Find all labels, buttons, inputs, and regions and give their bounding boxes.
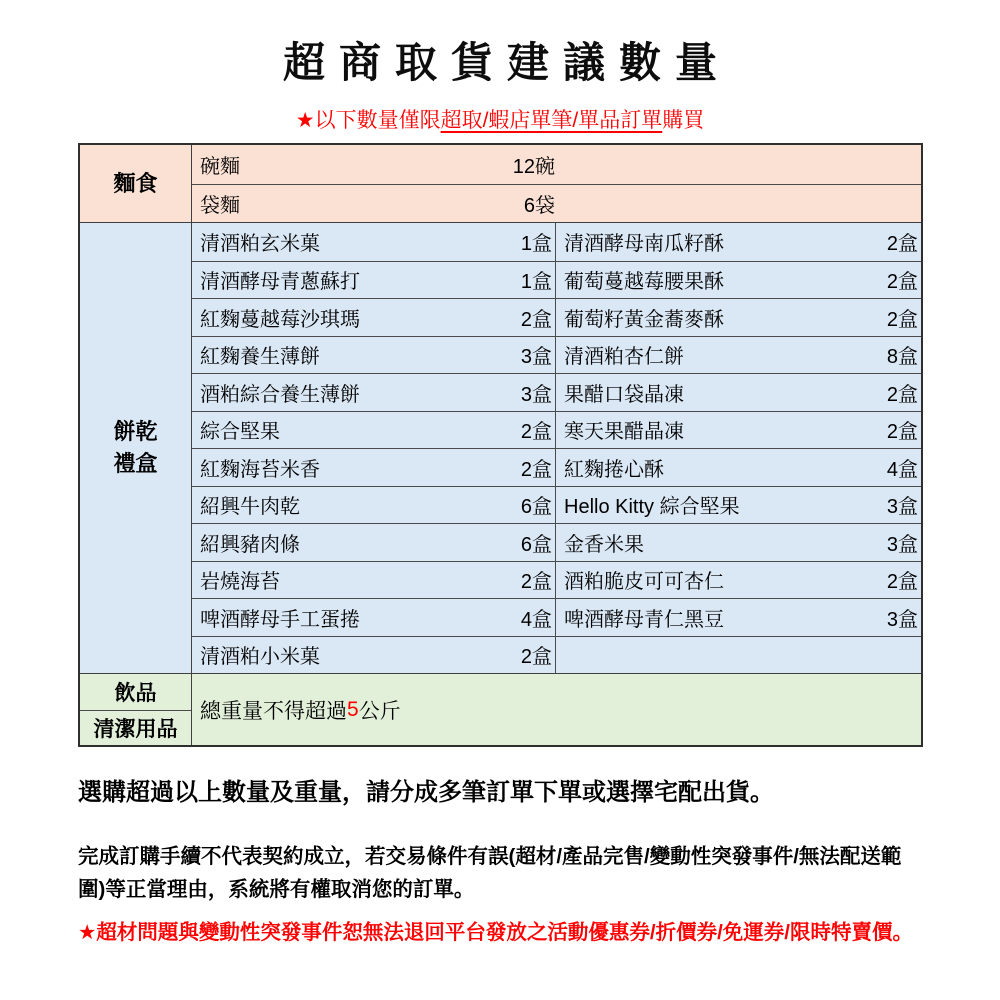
- item-name: 葡萄蔓越莓腰果酥: [564, 271, 724, 294]
- item-qty: 3盒: [520, 383, 552, 406]
- left-cell: [192, 487, 555, 524]
- table-row: [192, 561, 921, 599]
- item-name: 紅麴蔓越莓沙琪瑪: [200, 308, 360, 331]
- table-row: [192, 523, 921, 561]
- item-qty: 2盒: [886, 271, 918, 294]
- coupon-refund-warning: ★超材問題與變動性突發事件恕無法退回平台發放之活動優惠券/折價券/免運券/限時特賣價。: [78, 921, 913, 944]
- item-name: 啤酒酵母手工蛋捲: [200, 608, 360, 631]
- drinks-section: [80, 673, 921, 745]
- item-name: 酒粕綜合養生薄餅: [200, 383, 360, 406]
- noodle-section: [80, 145, 921, 222]
- restriction-subtitle: [0, 104, 1000, 134]
- table-row: [192, 598, 921, 636]
- biscuit-rows: [192, 223, 921, 673]
- item-qty: 2盒: [520, 421, 552, 444]
- right-cell: [555, 599, 921, 636]
- biscuit-label-line1: 餅乾: [113, 419, 158, 445]
- overflow-instruction: 選購超過以上數量及重量，請分成多筆訂單下單或選擇宅配出貨。: [78, 779, 774, 806]
- item-qty: 12碗: [512, 155, 555, 178]
- table-row: [192, 636, 921, 674]
- page-title: 超商取貨建議數量: [282, 39, 731, 86]
- item-name: 清酒酵母南瓜籽酥: [564, 233, 724, 256]
- right-cell: [555, 637, 921, 674]
- order-cancellation-terms: 完成訂購手續不代表契約成立，若交易條件有誤(超材/產品完售/變動性突發事件/無法配送範圍)等正當理由，系統將有權取消您的訂單。: [78, 845, 902, 902]
- item-qty: 2盒: [520, 571, 552, 594]
- item-name: 碗麵: [200, 155, 240, 178]
- item-qty: 6盒: [520, 496, 552, 519]
- subtitle-prefix: ★以下數量僅限: [295, 109, 441, 132]
- item-qty: 2盒: [520, 308, 552, 331]
- left-cell: [192, 374, 555, 411]
- table-row: [192, 448, 921, 486]
- table-row: [192, 336, 921, 374]
- item-name: 袋麵: [200, 194, 240, 217]
- item-qty: 4盒: [520, 608, 552, 631]
- table-row: [192, 261, 921, 299]
- item-name: 紅麴捲心酥: [564, 458, 664, 481]
- right-cell: [555, 562, 921, 599]
- left-cell: [192, 562, 555, 599]
- biscuit-section: [80, 222, 921, 673]
- item-qty: 3盒: [520, 346, 552, 369]
- subtitle-suffix: 購買: [662, 109, 705, 132]
- table-row: [192, 298, 921, 336]
- left-cell: [192, 223, 555, 261]
- item-name: 金香米果: [564, 533, 644, 556]
- left-cell: [192, 524, 555, 561]
- right-cell: [555, 374, 921, 411]
- right-cell: [555, 412, 921, 449]
- right-cell: [555, 223, 921, 261]
- table-row: [192, 411, 921, 449]
- right-cell: [555, 262, 921, 299]
- drinks-label: 飲品: [114, 681, 157, 705]
- table-row: [192, 373, 921, 411]
- item-name: 酒粕脆皮可可杏仁: [564, 571, 724, 594]
- left-cell: [192, 337, 555, 374]
- noodle-section-label: 麵食: [113, 170, 158, 196]
- item-qty: 8盒: [886, 346, 918, 369]
- item-name: 紅麴海苔米香: [200, 458, 320, 481]
- item-qty: 3盒: [886, 533, 918, 556]
- table-row: [192, 486, 921, 524]
- left-cell: [192, 449, 555, 486]
- item-qty: 2盒: [886, 421, 918, 444]
- noodle-section-label-cell: [80, 145, 192, 222]
- right-cell: [555, 487, 921, 524]
- item-name: 清酒酵母青蔥蘇打: [200, 271, 360, 294]
- item-qty: 2盒: [886, 308, 918, 331]
- item-name: 清酒粕小米菓: [200, 646, 320, 669]
- right-cell: [555, 299, 921, 336]
- table-row: [192, 223, 921, 261]
- right-cell: [555, 337, 921, 374]
- weight-limit-cell: [192, 674, 921, 745]
- item-name: 紹興牛肉乾: [200, 496, 300, 519]
- drinks-section-label-cell: [80, 674, 192, 745]
- item-qty: 3盒: [886, 496, 918, 519]
- item-name: 岩燒海苔: [200, 571, 280, 594]
- biscuit-section-label: [80, 223, 191, 673]
- item-name: 紹興豬肉條: [200, 533, 300, 556]
- cleaning-label: 清潔用品: [80, 710, 191, 746]
- biscuit-section-label-cell: [80, 223, 192, 673]
- left-cell: [192, 412, 555, 449]
- quantity-table: [78, 143, 923, 747]
- biscuit-label-line2: 禮盒: [113, 451, 158, 476]
- item-qty: 6袋: [523, 194, 555, 217]
- item-name: 清酒粕玄米菓: [200, 233, 320, 256]
- weight-note-prefix: 總重量不得超過: [200, 699, 347, 723]
- left-cell: [192, 299, 555, 336]
- item-name: 果醋口袋晶凍: [564, 383, 684, 406]
- left-cell: [192, 599, 555, 636]
- item-qty: 3盒: [886, 608, 918, 631]
- item-qty: 2盒: [886, 233, 918, 256]
- item-name: 綜合堅果: [200, 421, 280, 444]
- item-qty: 2盒: [886, 383, 918, 406]
- item-qty: 6盒: [520, 533, 552, 556]
- item-name: 寒天果醋晶凍: [564, 421, 684, 444]
- left-cell: [192, 262, 555, 299]
- subtitle-underlined: 超取/蝦店單筆/單品訂單: [440, 109, 663, 132]
- item-name: 葡萄籽黃金蕎麥酥: [564, 308, 724, 331]
- right-cell: [555, 449, 921, 486]
- item-qty: 4盒: [886, 458, 918, 481]
- item-name: 清酒粕杏仁餅: [564, 346, 684, 369]
- left-cell: [192, 637, 555, 674]
- item-qty: 2盒: [520, 458, 552, 481]
- item-qty: 1盒: [520, 271, 552, 294]
- weight-note-value: 5: [347, 697, 359, 721]
- weight-note-suffix: 公斤: [358, 699, 401, 723]
- item-name: Hello Kitty 綜合堅果: [564, 496, 740, 519]
- item-qty: 2盒: [886, 571, 918, 594]
- table-row: [192, 145, 921, 184]
- right-cell: [555, 524, 921, 561]
- item-name: 紅麴養生薄餅: [200, 346, 320, 369]
- table-row: [192, 184, 921, 223]
- noodle-rows: [192, 145, 921, 222]
- item-qty: 2盒: [520, 646, 552, 669]
- item-name: 啤酒酵母青仁黑豆: [564, 608, 724, 631]
- item-qty: 1盒: [520, 233, 552, 256]
